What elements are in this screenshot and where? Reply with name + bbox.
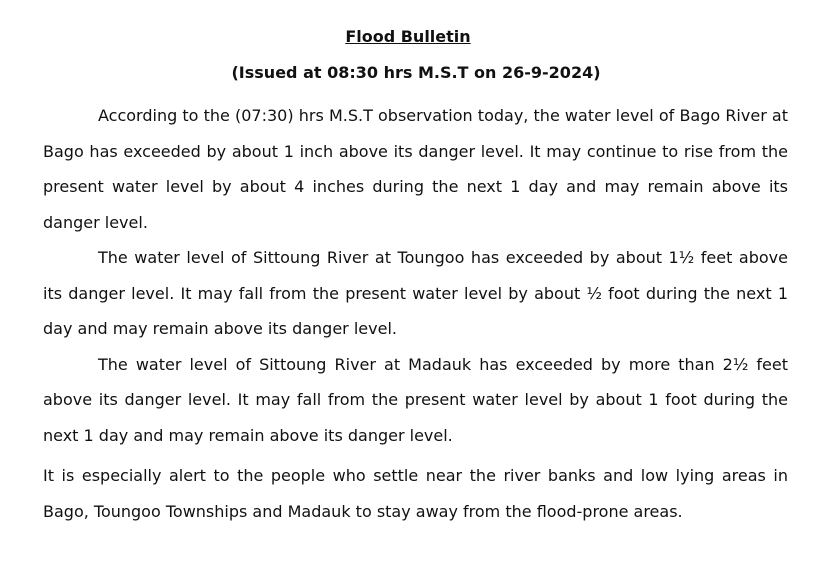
bulletin-title: Flood Bulletin bbox=[345, 27, 471, 46]
bulletin-body bbox=[43, 98, 788, 529]
paragraph-bago-river: According to the (07:30) hrs M.S.T observation today, the water level of Bago River at Bago has exceeded by about 1 inch above its danger level. It may continue to rise from the present water level by about 4 inches during the next 1 day and may remain above its danger level. bbox=[43, 106, 788, 232]
paragraph-toungoo: The water level of Sittoung River at Toungoo has exceeded by about 1½ feet above its danger level. It may fall from the present water level by about ½ foot during the next 1 day and may remain above its danger level. bbox=[43, 248, 788, 338]
paragraph-madauk: The water level of Sittoung River at Madauk has exceeded by more than 2½ feet above its danger level. It may fall from the present water level by about 1 foot during the next 1 day and may remain above its danger level. bbox=[43, 354, 788, 445]
paragraph-alert: It is especially alert to the people who settle near the river banks and low lying areas in Bago, Toungoo Townships and Madauk to stay away from the flood-prone areas. bbox=[43, 466, 788, 521]
issued-time: (Issued at 08:30 hrs M.S.T on 26-9-2024) bbox=[231, 63, 601, 82]
